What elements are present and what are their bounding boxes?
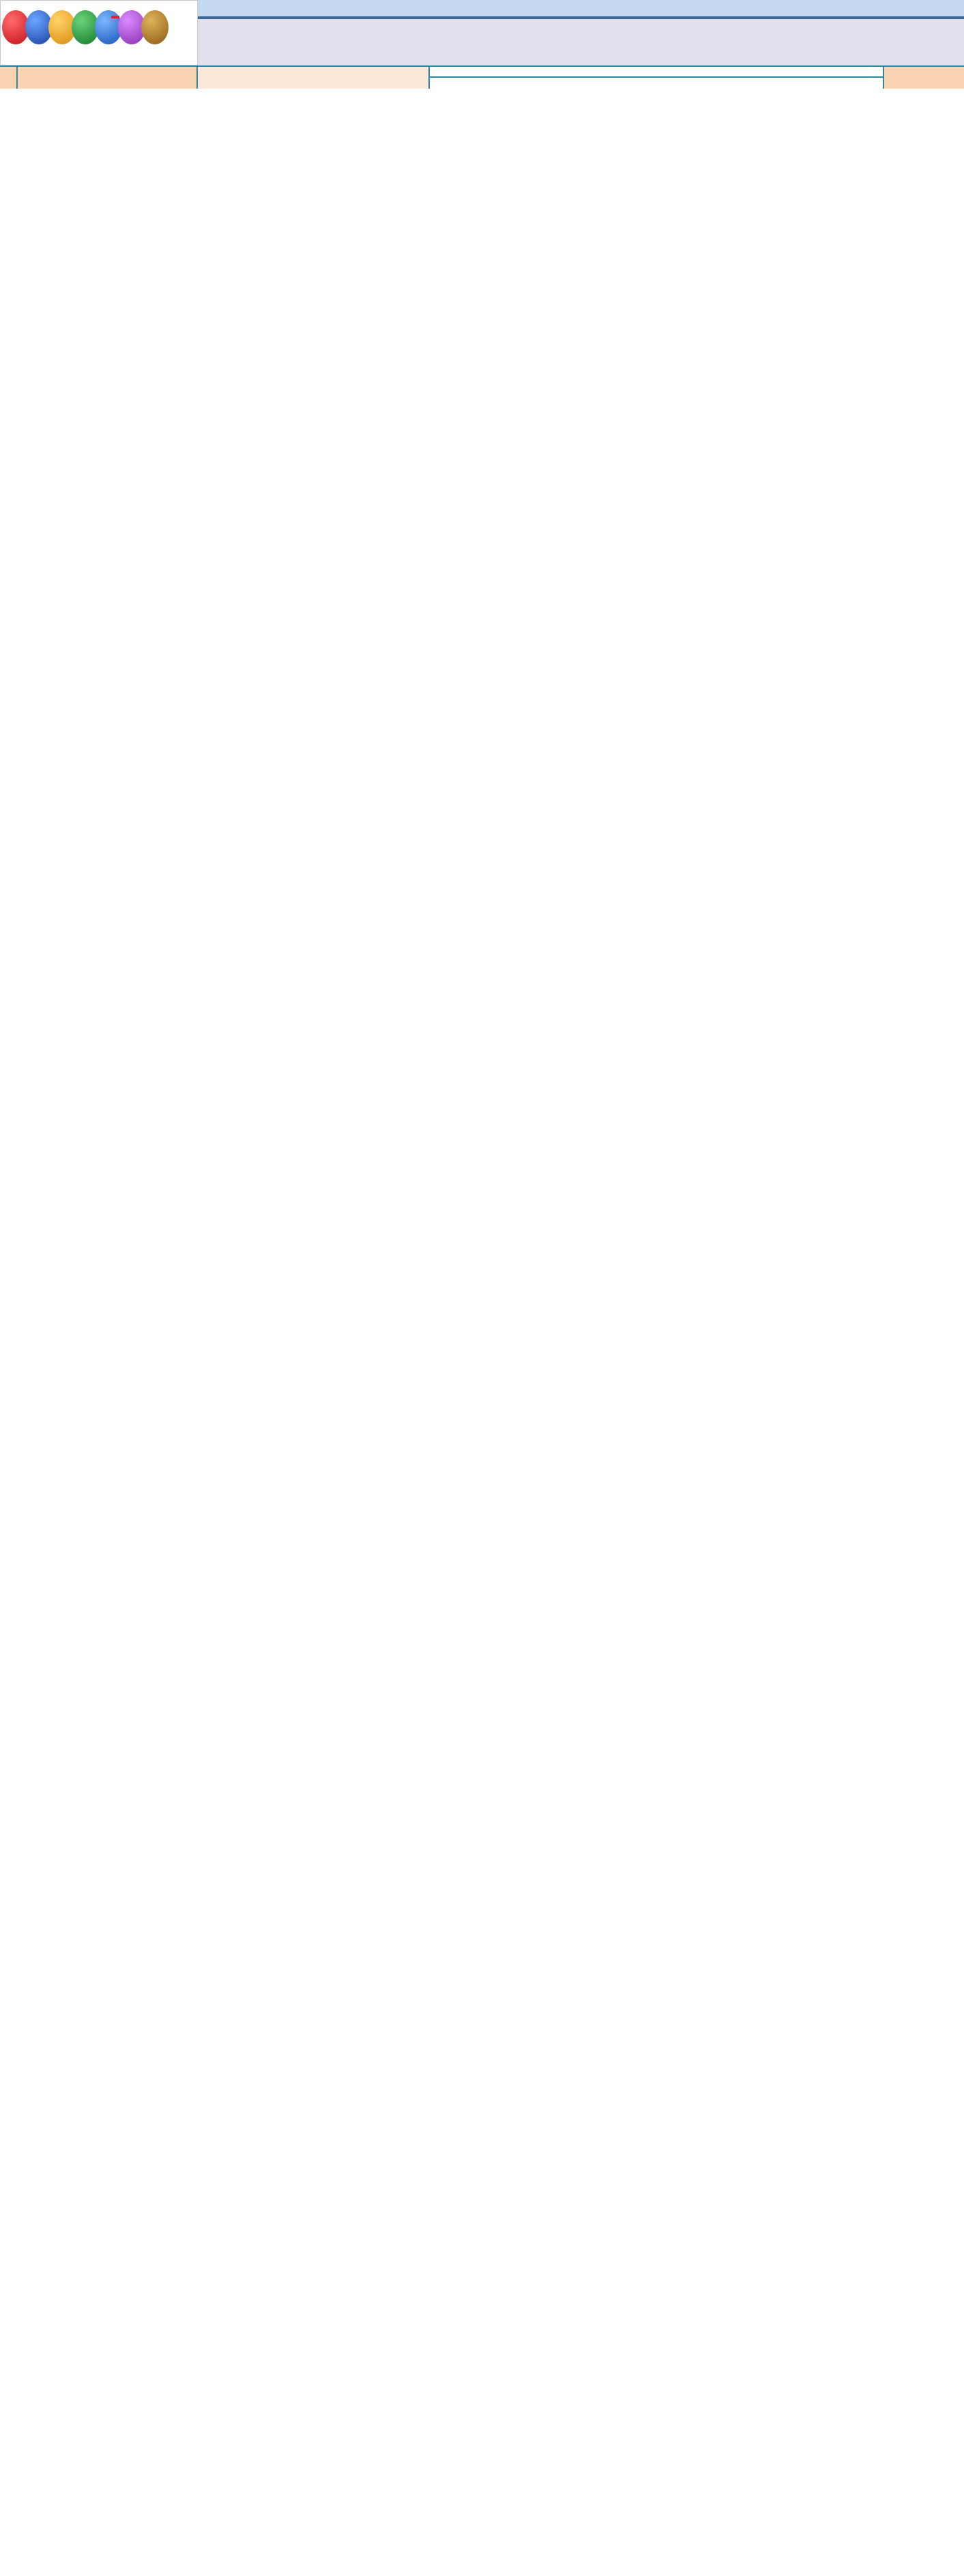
day-results — [430, 78, 883, 89]
col-days — [430, 67, 883, 89]
col-member — [18, 67, 198, 89]
logo-letters — [2, 10, 164, 44]
day-numbers — [430, 67, 883, 78]
sheet-banner — [198, 0, 964, 19]
title-area — [198, 0, 964, 65]
col-summary — [883, 67, 964, 89]
forum-badge — [111, 16, 119, 18]
ketqua2-logo[interactable] — [0, 0, 198, 65]
sheet-header — [0, 0, 964, 65]
col-dan — [198, 67, 430, 89]
col-tt — [0, 67, 18, 89]
logo-letter — [141, 10, 169, 44]
stats-sheet — [0, 0, 964, 89]
month-title — [198, 19, 964, 65]
column-header-row — [0, 65, 964, 89]
